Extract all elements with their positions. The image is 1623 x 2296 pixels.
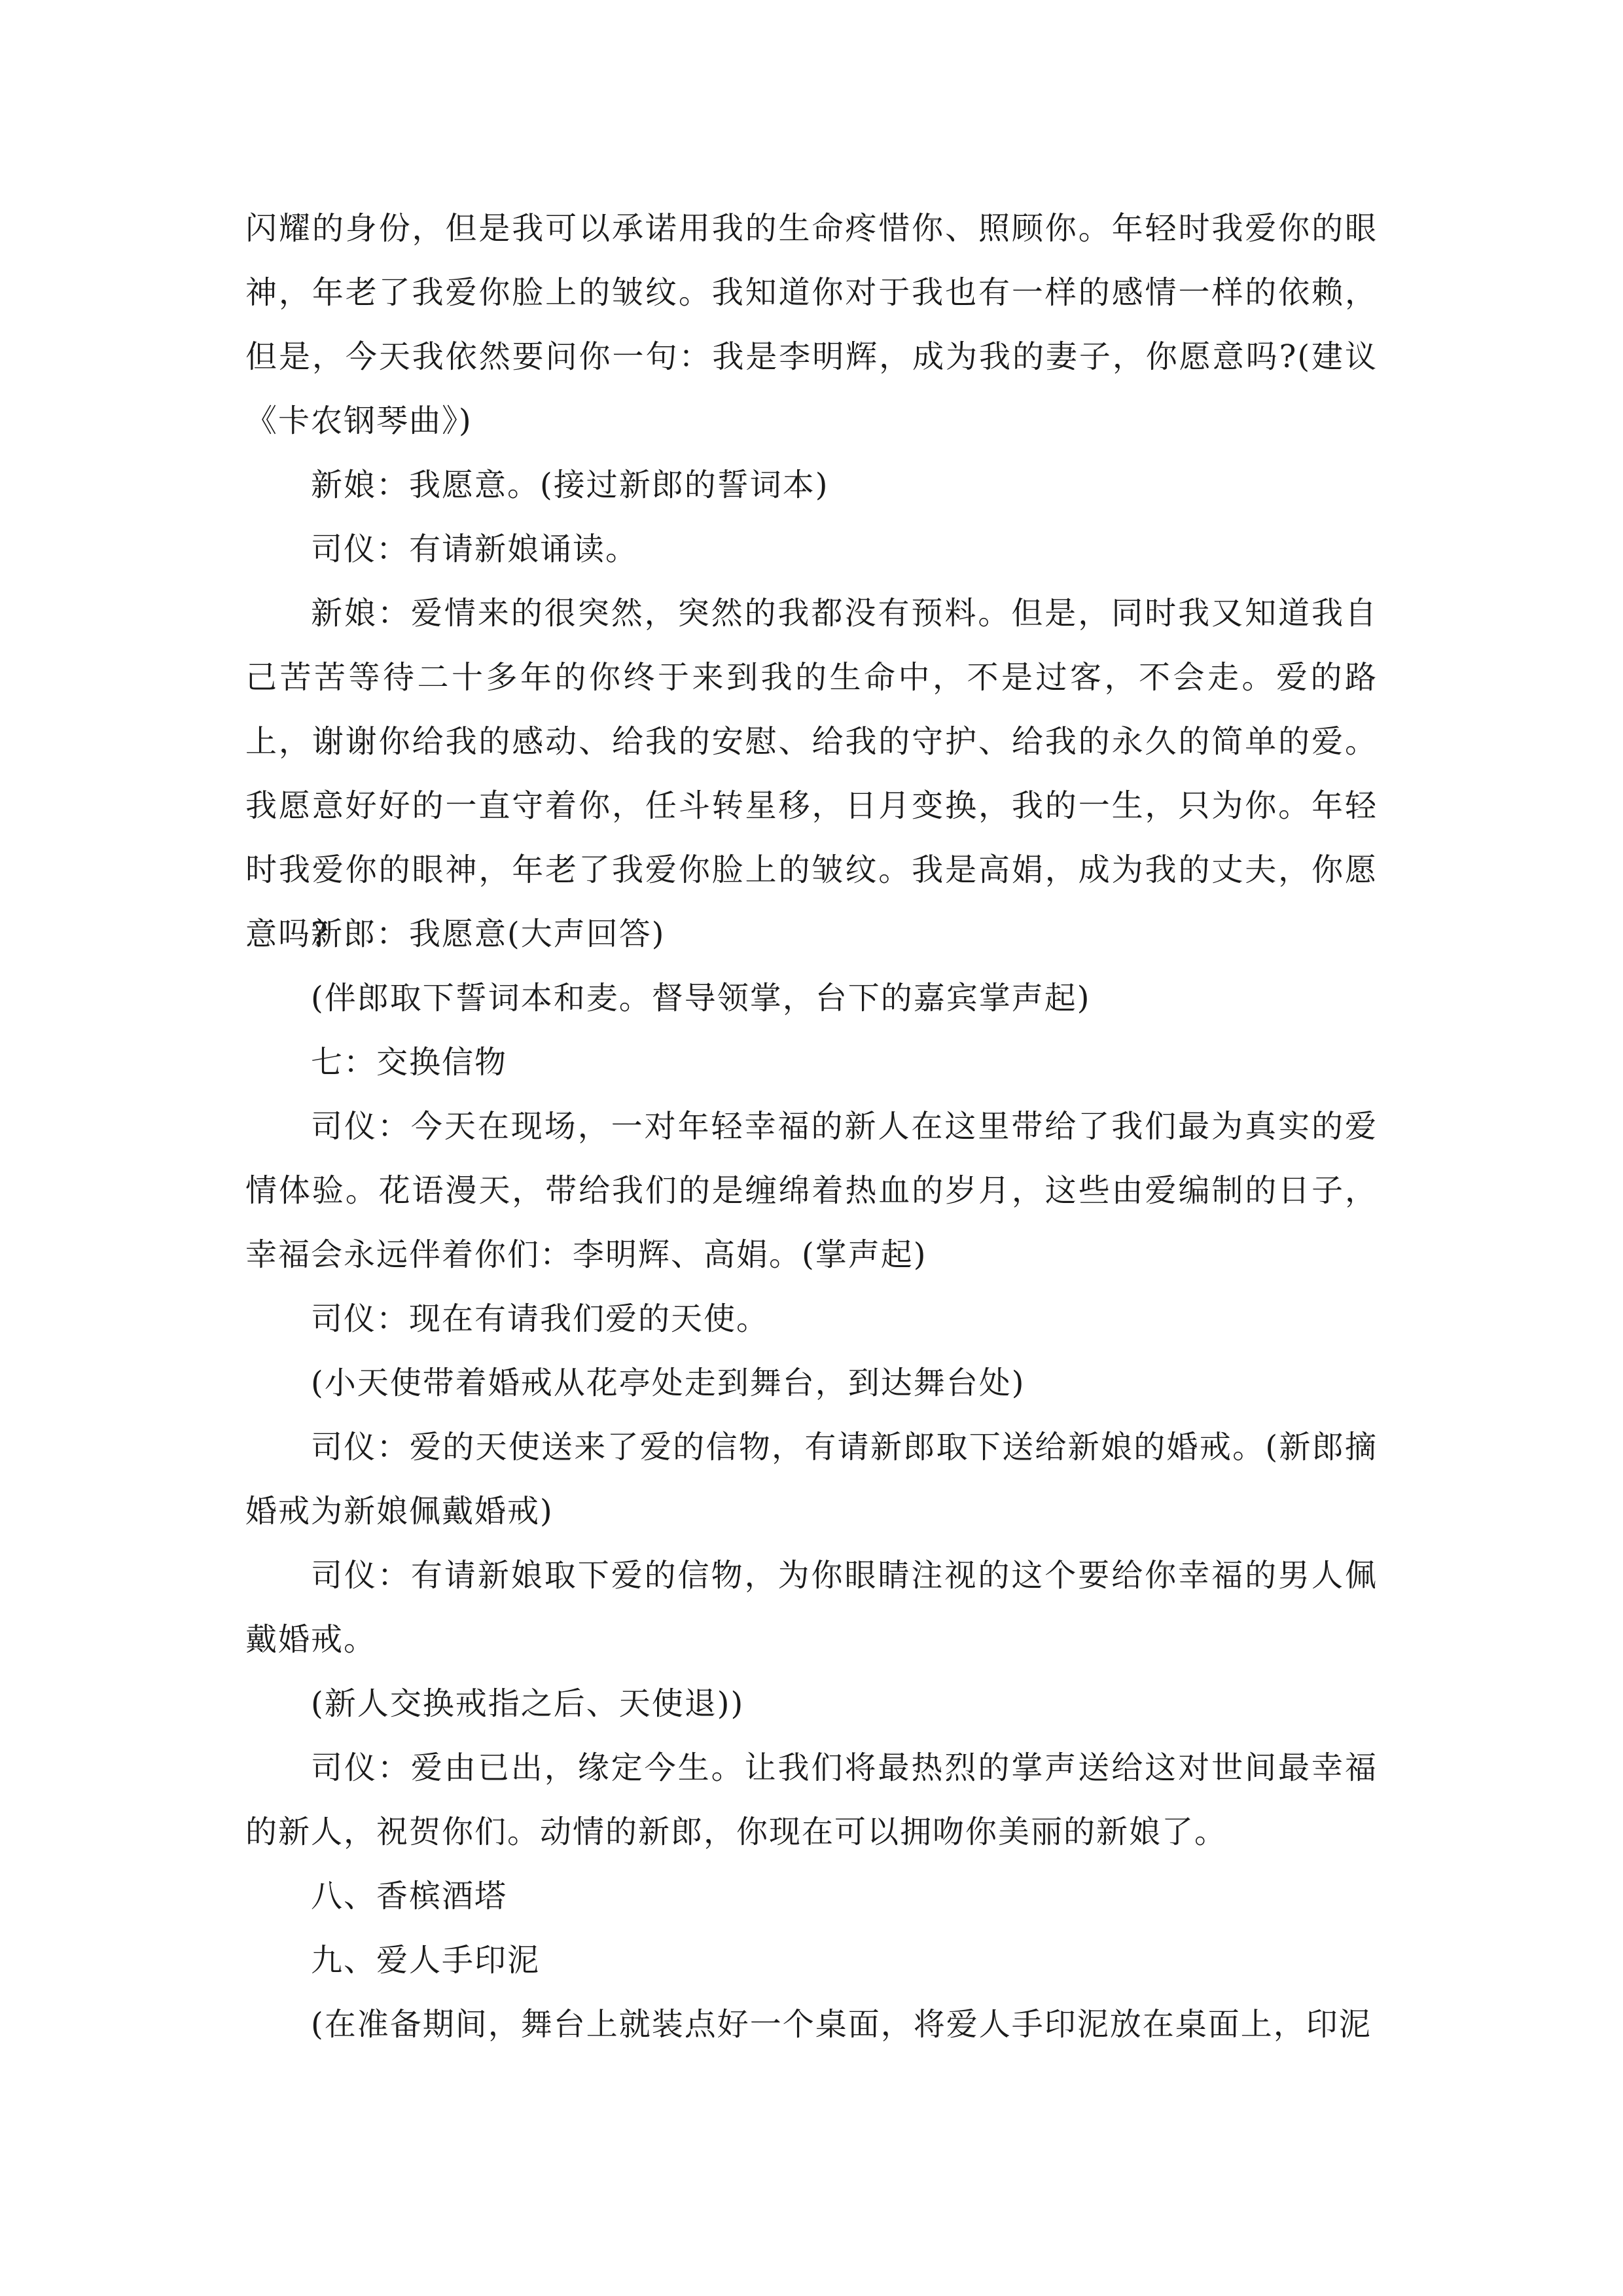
paragraph-bride-agrees: 新娘：我愿意。(接过新郎的誓词本) — [311, 467, 829, 503]
section-heading-exchange-tokens: 七：交换信物 — [311, 1044, 508, 1081]
section-heading-champagne-tower: 八、香槟酒塔 — [311, 1878, 508, 1914]
paragraph-mc-love-experience: 司仪：今天在现场，一对年轻幸福的新人在这里带给了我们最为真实的爱情体验。花语漫天，带给我们的是缠绵着热血的岁月，这些由爱编制的日子，幸福会永远伴着你们：李明辉、高娟。(掌声起) — [245, 1108, 1378, 1273]
paragraph-bride-vow: 新娘：爱情来的很突然，突然的我都没有预料。但是，同时我又知道我自己苦苦等待二十多年的你终于来到我的生命中，不是过客，不会走。爱的路上，谢谢你给我的感动、给我的安慰、给我的守护、给我的永久的简单的爱。我愿意好好的一直守着你，任斗转星移，日月变换，我的一生，只为你。年轻时我爱你的眼神，年老了我爱你脸上的皱纹。我是高娟，成为我的丈夫，你愿意吗? — [245, 595, 1378, 952]
paragraph-groom-agrees: 新郎：我愿意(大声回答) — [311, 916, 666, 952]
paragraph-mc-invite-bride: 司仪：有请新娘诵读。 — [311, 531, 639, 567]
paragraph-vow-continued: 闪耀的身份，但是我可以承诺用我的生命疼惜你、照顾你。年轻时我爱你的眼神，年老了我爱你脸上的皱纹。我知道你对于我也有一样的感情一样的依赖，但是，今天我依然要问你一句：我是李明辉，成为我的妻子，你愿意吗?(建议《卡农钢琴曲》) — [245, 210, 1378, 439]
paragraph-mc-groom-ring: 司仪：爱的天使送来了爱的信物，有请新郎取下送给新娘的婚戒。(新郎摘婚戒为新娘佩戴婚戒) — [245, 1429, 1378, 1530]
paragraph-ring-exchange-note: (新人交换戒指之后、天使退)) — [311, 1685, 745, 1722]
paragraph-mc-invite-angel: 司仪：现在有请我们爱的天使。 — [311, 1300, 770, 1337]
paragraph-mc-bride-ring: 司仪：有请新娘取下爱的信物，为你眼睛注视的这个要给你幸福的男人佩戴婚戒。 — [245, 1557, 1378, 1658]
paragraph-mc-kiss: 司仪：爱由已出，缘定今生。让我们将最热烈的掌声送给这对世间最幸福的新人，祝贺你们。动情的新郎，你现在可以拥吻你美丽的新娘了。 — [245, 1749, 1378, 1850]
section-heading-handprint-clay: 九、爱人手印泥 — [311, 1942, 541, 1979]
paragraph-angel-note: (小天使带着婚戒从花亭处走到舞台，到达舞台处) — [311, 1365, 1026, 1401]
paragraph-preparation-note: (在准备期间，舞台上就装点好一个桌面，将爱人手印泥放在桌面上，印泥 — [311, 2006, 1372, 2043]
paragraph-best-man-note: (伴郎取下誓词本和麦。督导领掌，台下的嘉宾掌声起) — [311, 980, 1091, 1016]
